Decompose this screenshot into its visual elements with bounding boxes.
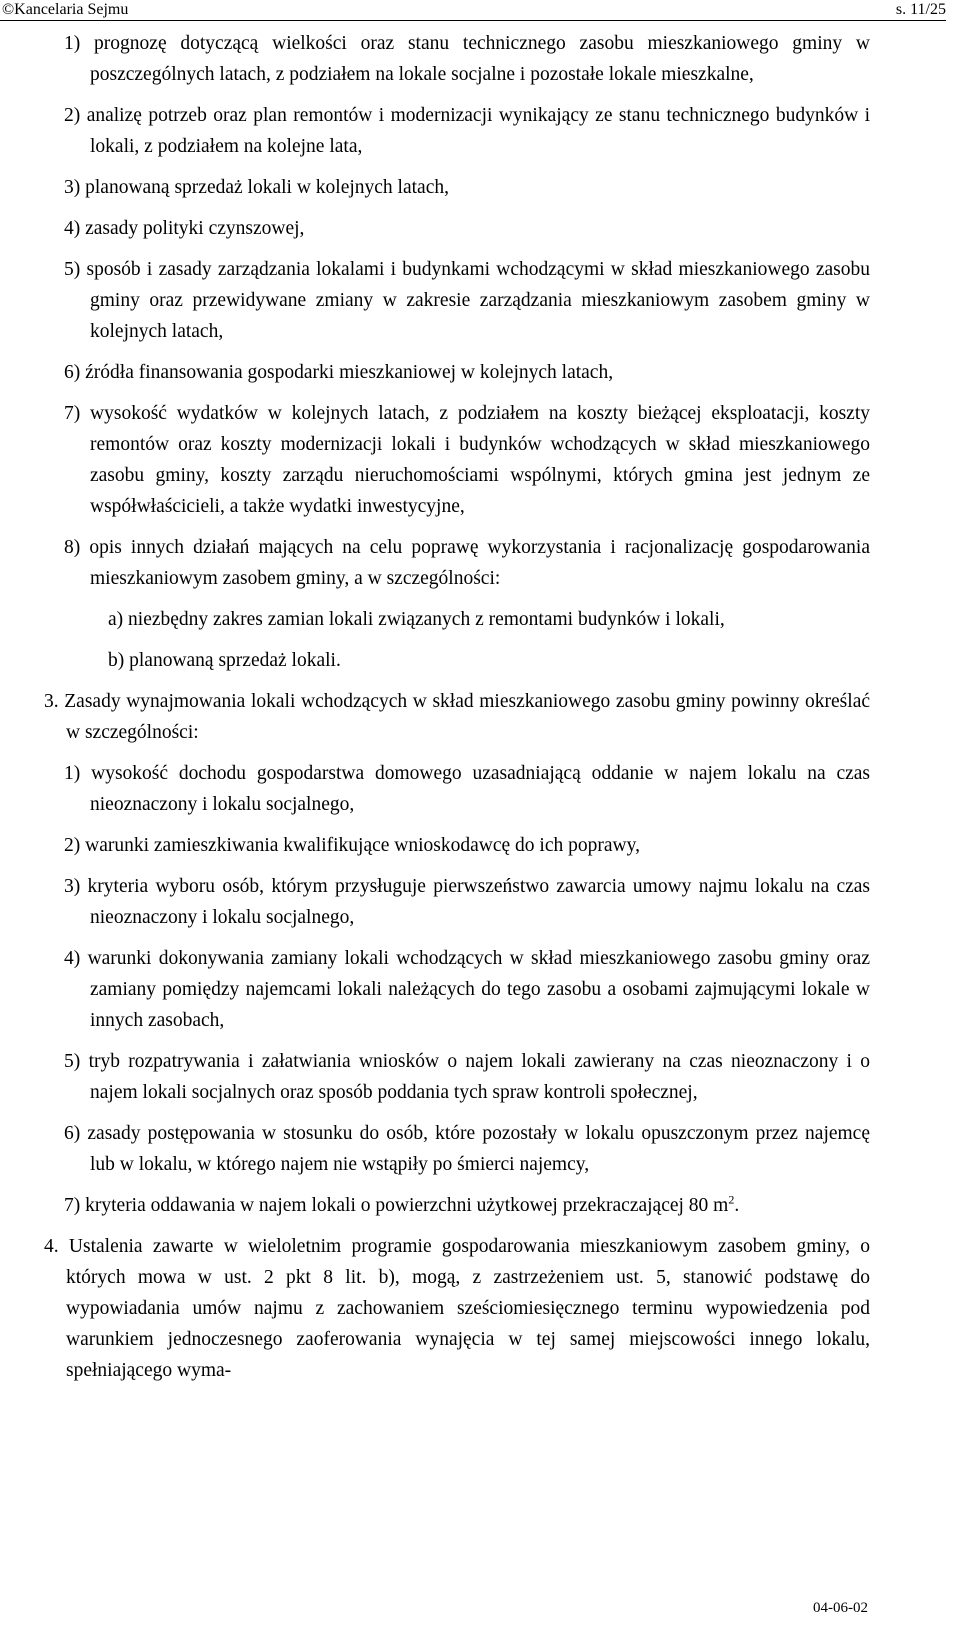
list-item: 2) warunki zamieszkiwania kwalifikujące wnioskodawcę do ich poprawy, — [64, 835, 640, 856]
list-item: 5) sposób i zasady zarządzania lokalami i budynkami wchodzącymi w skład mieszkaniowego zasobu gminy oraz przewidywane zmiany w zakresie zarządzania mieszkaniowym zasobem gminy w kolejnych latach, — [64, 259, 870, 342]
list-item: 6) zasady postępowania w stosunku do osób, które pozostały w lokalu opuszczonym przez najemcę lub w lokalu, w którego najem nie wstąpiły po śmierci najemcy, — [64, 1123, 870, 1175]
list-item: 5) tryb rozpatrywania i załatwiania wniosków o najem lokali zawierany na czas nieoznaczony i o najem lokali socjalnych oraz sposób poddania tych spraw kontroli społecznej, — [64, 1051, 871, 1103]
list-item: 2) analizę potrzeb oraz plan remontów i modernizacji wynikający ze stanu technicznego budynków i lokali, z podziałem na kolejne lata, — [64, 105, 871, 157]
list-item: 7) wysokość wydatków w kolejnych latach, z podziałem na koszty bieżącej eksploatacji, koszty remontów oraz koszty modernizacji lokali i budynków wchodzących w skład mieszkaniowego zasobu gminy, koszty zarządu nieruchomościami wspólnymi, których gmina jest jednym ze współwłaścicieli, a także wydatki inwestycyjne, — [64, 403, 871, 517]
section-4: 4. Ustalenia zawarte w wieloletnim programie gospodarowania mieszkaniowym zasobem gminy, o których mowa w ust. 2 pkt 8 lit. b), mogą, z zastrzeżeniem ust. 5, stanowić podstawę do wypowiadania umów najmu z zachowaniem sześciomiesięcznego terminu wypowiedzenia pod warunkiem jednoczesnego zaoferowania wynajęcia w tej samej miejscowości innego lokalu, spełniającego wyma- — [44, 1236, 871, 1381]
list-item: 4) warunki dokonywania zamiany lokali wchodzących w skład mieszkaniowego zasobu gminy oraz zamiany pomiędzy najemcami lokali należących do tego zasobu a osobami zajmującymi lokale w innych zasobach, — [64, 948, 870, 1031]
list-item: 8) opis innych działań mających na celu poprawę wykorzystania i racjonalizację gospodarowania mieszkaniowym zasobem gminy, a w szczególności: — [64, 537, 870, 589]
list-item: 4) zasady polityki czynszowej, — [64, 218, 305, 239]
list-item: 7) kryteria oddawania w najem lokali o powierzchni użytkowej przekraczającej 80 $m^2$. — [64, 1192, 740, 1216]
list-item: 1) wysokość dochodu gospodarstwa domowego uzasadniającą oddanie w najem lokalu na czas nieoznaczony i lokalu socjalnego, — [64, 763, 871, 815]
sub-list-item: b) planowaną sprzedaż lokali. — [108, 650, 341, 671]
header-source: ©Kancelaria Sejmu — [2, 1, 129, 18]
list-item: 1) prognozę dotyczącą wielkości oraz stanu technicznego zasobu mieszkaniowego gminy w poszczególnych latach, z podziałem na lokale socjalne i pozostałe lokale mieszkalne, — [64, 33, 871, 85]
sub-list-item: a) niezbędny zakres zamian lokali związanych z remontami budynków i lokali, — [108, 609, 725, 630]
list-item: 3) kryteria wyboru osób, którym przysługuje pierwszeństwo zawarcia umowy najmu lokalu na czas nieoznaczony i lokalu socjalnego, — [64, 876, 871, 928]
section-3: 3. Zasady wynajmowania lokali wchodzących w skład mieszkaniowego zasobu gminy powinny określać w szczególności: — [44, 691, 871, 743]
document-body — [0, 28, 960, 1396]
list-item: 6) źródła finansowania gospodarki mieszkaniowej w kolejnych latach, — [64, 362, 614, 383]
list-item: 3) planowaną sprzedaż lokali w kolejnych latach, — [64, 177, 449, 198]
page-header — [0, 0, 960, 22]
header-page-number: s. 11/25 — [895, 1, 946, 18]
header-rule — [0, 20, 946, 21]
page-footer-date: 04-06-02 — [813, 1600, 868, 1616]
